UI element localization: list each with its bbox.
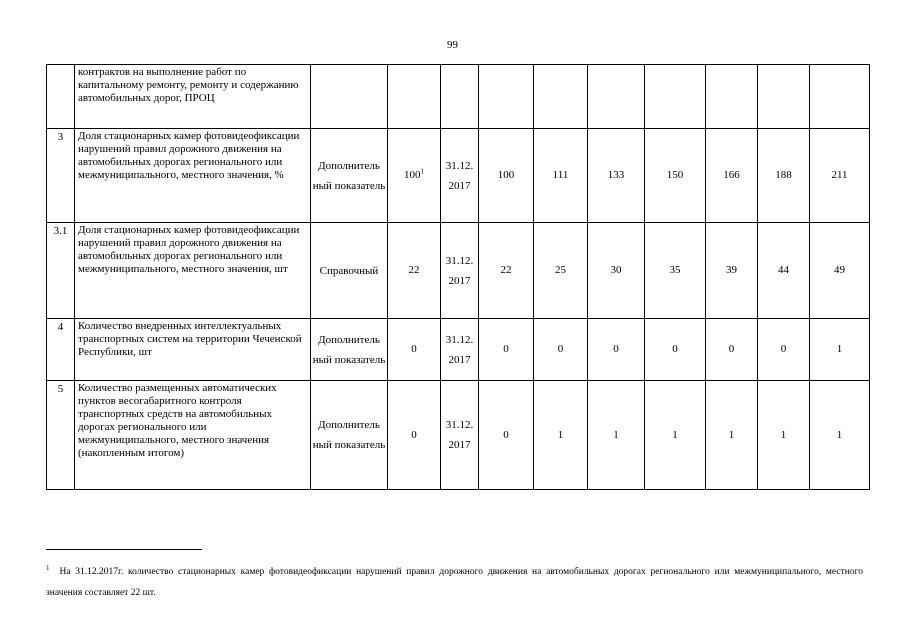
year-value: 1: [588, 381, 645, 490]
year-value: [645, 65, 706, 129]
year-value: 0: [645, 319, 706, 381]
indicator-name: Количество внедренных интеллектуальных транспортных систем на территории Чеченской Республики, шт: [75, 319, 311, 381]
year-value: 1: [758, 381, 810, 490]
year-value: 44: [758, 223, 810, 319]
year-value: 0: [758, 319, 810, 381]
indicator-name: Количество размещенных автоматических пунктов весогабаритного контроля транспортных средств на автомобильных дорогах регионального или межмуниципального, местного значения (накопленным итогом): [75, 381, 311, 490]
year-value: [758, 65, 810, 129]
indicator-type: Дополнитель ный показатель: [311, 319, 388, 381]
table-row: [47, 65, 870, 129]
footnote-separator: [46, 549, 202, 550]
base-date: 31.12. 2017: [441, 381, 479, 490]
year-value: [479, 65, 534, 129]
year-value: 1: [534, 381, 588, 490]
base-date: 31.12. 2017: [441, 129, 479, 223]
table-row: [47, 223, 870, 319]
base-value: 0: [388, 381, 441, 490]
footnote: [46, 562, 863, 604]
year-value: 22: [479, 223, 534, 319]
year-value: 1: [810, 319, 870, 381]
year-value: 0: [588, 319, 645, 381]
year-value: 133: [588, 129, 645, 223]
year-value: 49: [810, 223, 870, 319]
indicator-name: Доля стационарных камер фотовидеофиксации нарушений правил дорожного движения на автомобильных дорогах регионального или межмуниципального, местного значения, шт: [75, 223, 311, 319]
base-value: 22: [388, 223, 441, 319]
base-date: 31.12. 2017: [441, 319, 479, 381]
table-row: [47, 381, 870, 490]
indicator-name: контрактов на выполнение работ по капитальному ремонту, ремонту и содержанию автомобильных дорог, ПРОЦ: [75, 65, 311, 129]
year-value: 0: [479, 381, 534, 490]
base-value: $100^1$: [388, 129, 441, 223]
year-value: [706, 65, 758, 129]
row-number: 5: [47, 381, 75, 490]
indicator-type: [311, 65, 388, 129]
year-value: 111: [534, 129, 588, 223]
year-value: 166: [706, 129, 758, 223]
year-value: 0: [706, 319, 758, 381]
year-value: [588, 65, 645, 129]
base-value: [388, 65, 441, 129]
footnote-reference: 1: [420, 167, 424, 176]
year-value: 100: [479, 129, 534, 223]
year-value: 30: [588, 223, 645, 319]
year-value: 150: [645, 129, 706, 223]
year-value: 0: [534, 319, 588, 381]
table-row: [47, 319, 870, 381]
footnote-mark: 1: [46, 563, 50, 572]
year-value: 188: [758, 129, 810, 223]
page-number: 99: [447, 39, 458, 51]
year-value: 0: [479, 319, 534, 381]
row-number: 3.1: [47, 223, 75, 319]
row-number: [47, 65, 75, 129]
indicator-type: Справочный: [311, 223, 388, 319]
indicators-table: [46, 64, 870, 490]
row-number: 4: [47, 319, 75, 381]
year-value: [534, 65, 588, 129]
indicator-name: Доля стационарных камер фотовидеофиксации нарушений правил дорожного движения на автомобильных дорогах регионального или межмуниципального, местного значения, %: [75, 129, 311, 223]
base-date: 31.12. 2017: [441, 223, 479, 319]
year-value: 35: [645, 223, 706, 319]
year-value: 25: [534, 223, 588, 319]
year-value: 1: [645, 381, 706, 490]
year-value: 1: [706, 381, 758, 490]
year-value: 211: [810, 129, 870, 223]
footnote-text: На 31.12.2017г. количество стационарных камер фотовидеофиксации нарушений правил дорожного движения на автомобильных дорогах регионального или межмуниципального, местного значения составляет 22 шт.: [46, 567, 863, 598]
base-value: 0: [388, 319, 441, 381]
table-row: [47, 129, 870, 223]
row-number: 3: [47, 129, 75, 223]
year-value: 1: [810, 381, 870, 490]
year-value: [810, 65, 870, 129]
indicator-type: Дополнитель ный показатель: [311, 381, 388, 490]
year-value: 39: [706, 223, 758, 319]
base-date: [441, 65, 479, 129]
indicator-type: Дополнитель ный показатель: [311, 129, 388, 223]
